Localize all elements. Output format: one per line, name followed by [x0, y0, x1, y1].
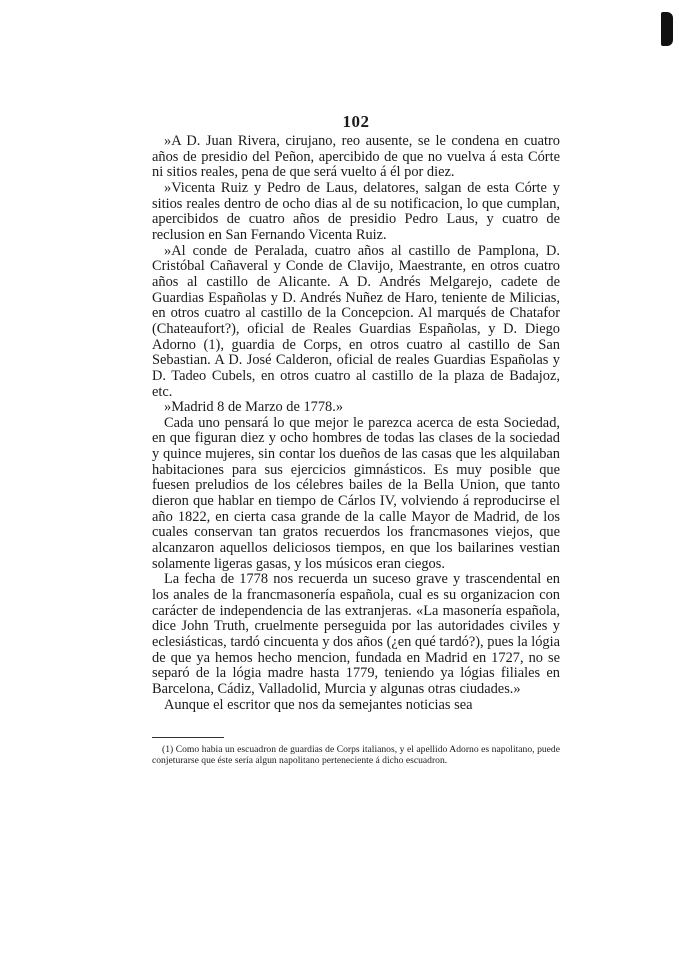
paragraph-aunque: Aunque el escritor que nos da semejantes noticias sea	[164, 696, 473, 713]
paragraph-fecha-1778: La fecha de 1778 nos recuerda un suceso grave y trascendental en los anales de la francmasonería española, cual es su organizacion con carácter de independencia de las extranjeras. «La masonería española, dice John Truth, cruelmente perseguida por las autoridades civiles y eclesiásticas, tardó cincuenta y dos años (¿en qué tardó?), pues la lógia de que ya hemos hecho mencion, fundada en Madrid en 1727, no se separó de la lógia madre hasta 1779, teniendo ya lógias filiales en Barcelona, Cádiz, Valladolid, Murcia y algunas otras ciudades.»	[152, 571, 560, 697]
book-page	[152, 112, 560, 766]
paragraph-conde-peralada: »Al conde de Peralada, cuatro años al castillo de Pamplona, D. Cristóbal Cañaveral y Conde de Clavijo, Maestrante, en otros cuatro años al castillo de Alicante. A D. Andrés Melgarejo, cadete de Guardias Españolas y D. Andrés Nuñez de Haro, teniente de Milicias, en otros cuatro al castillo de la Concepcion. Al marqués de Chatafor (Chateaufort?), oficial de Reales Guardias Españolas, y D. Diego Adorno (1), guardia de Corps, en otros cuatro al castillo de San Sebastian. A D. José Calderon, oficial de reales Guardias Españolas y D. Tadeo Cubels, en otros cuatro al castillo de la plaza de Badajoz, etc.	[152, 242, 560, 400]
paragraph-madrid-date: »Madrid 8 de Marzo de 1778.»	[164, 399, 344, 416]
paragraph-juan-rivera: »A D. Juan Rivera, cirujano, reo ausente, se le condena en cuatro años de presidio del Peñon, apercibido de que no vuelva á esta Córte ni sitios reales, pena de que será vuelto á él por diez.	[152, 133, 560, 181]
footnote-divider	[152, 737, 224, 738]
page-edge-mark	[661, 12, 673, 46]
page-number: 102	[342, 112, 370, 131]
paragraph-vicenta-ruiz: »Vicenta Ruiz y Pedro de Laus, delatores, salgan de esta Córte y sitios reales dentro de ocho dias al de su notificacion, lo que cumplan, apercibidos de cuatro años de presidio Pedro Laus, y cuatro de reclusion en San Fernando Vicenta Ruiz.	[152, 179, 560, 243]
footnote: (1) Como habia un escuadron de guardias de Corps italianos, y el apellido Adorno es napolitano, puede conjeturarse que éste sería algun napolitano perteneciente á dicho escuadron.	[152, 744, 560, 767]
paragraph-sociedad: Cada uno pensará lo que mejor le parezca acerca de esta Sociedad, en que figuran diez y ocho hombres de todas las clases de la sociedad y quince mujeres, sin contar los dueños de las casas que les alquilaban habitaciones para sus ejercicios gimnásticos. Es muy posible que fuesen preludios de los célebres bailes de la Bella Union, que tanto dieron que hablar en tiempo de Cárlos IV, volviendo á reproducirse el año 1822, en cierta casa grande de la calle Mayor de Madrid, de los cuales conservan tan gratos recuerdos los francmasones viejos, que alcanzaron aquellos deliciosos tiempos, en que los bailarines vestian solamente ligeras gasas, y los músicos eran ciegos.	[152, 414, 560, 572]
